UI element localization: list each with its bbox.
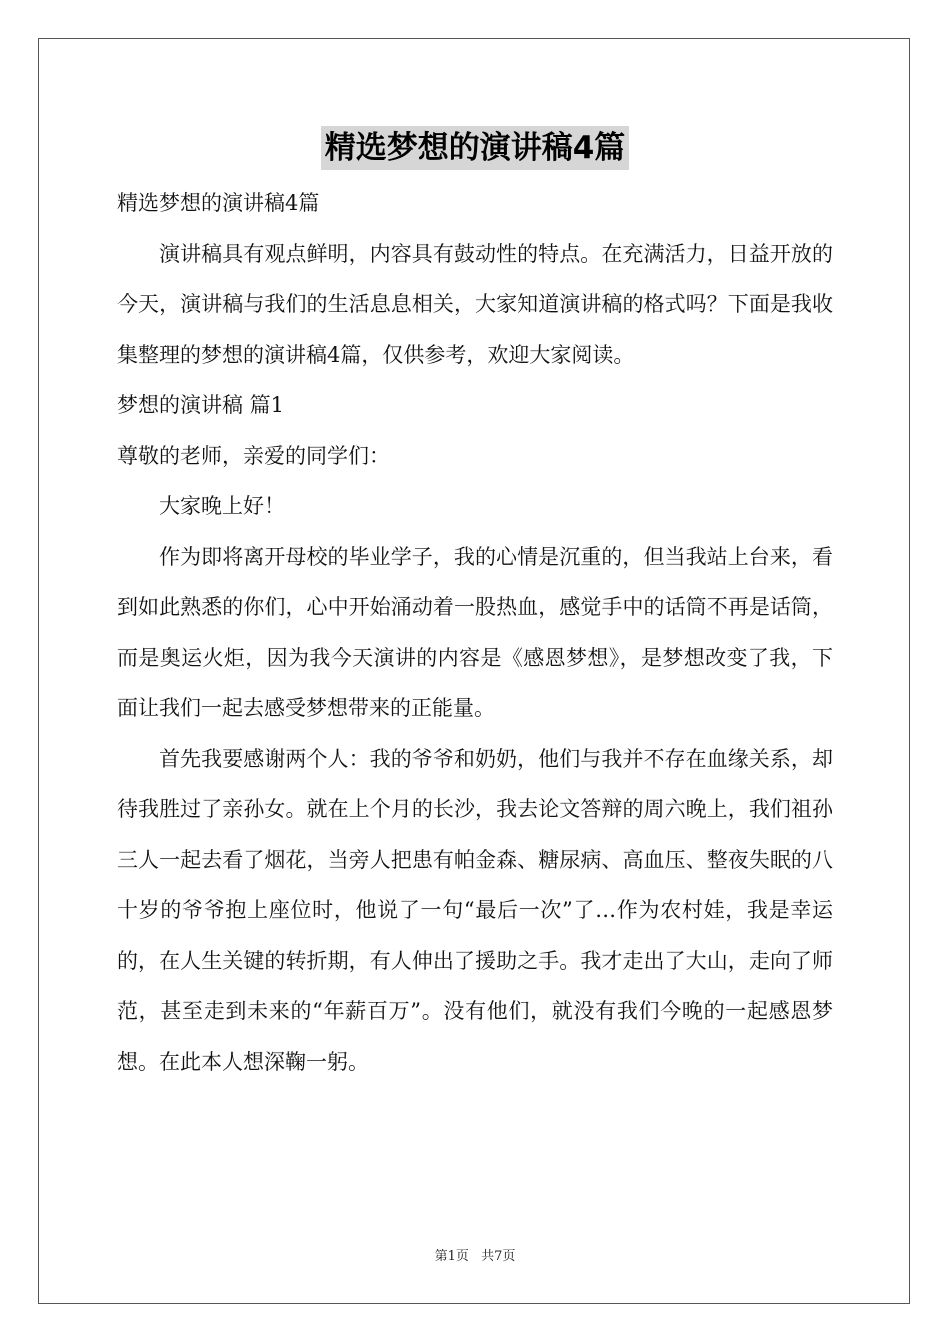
body-paragraph: 作为即将离开母校的毕业学子，我的心情是沉重的，但当我站上台来，看到如此熟悉的你们，心中开始涌动着一股热血，感觉手中的话筒不再是话筒，而是奥运火炬，因为我今天演讲的内容是《感恩梦想》，是梦想改变了我，下面让我们一起去感受梦想带来的正能量。 [117,544,833,720]
intro-paragraph: 演讲稿具有观点鲜明，内容具有鼓动性的特点。在充满活力，日益开放的今天，演讲稿与我们的生活息息相关，大家知道演讲稿的格式吗？下面是我收集整理的梦想的演讲稿4篇，仅供参考，欢迎大家阅读。 [117,241,833,367]
page-total: 共7页 [481,1249,516,1264]
section-heading: 梦想的演讲稿 篇1 [117,393,285,417]
salutation: 尊敬的老师，亲爱的同学们： [117,443,390,468]
title-container [0,126,950,170]
page-number: 第1页 [434,1249,469,1264]
page-footer [0,1248,950,1266]
greeting: 大家晚上好！ [159,494,285,518]
body-paragraph: 首先我要感谢两个人：我的爷爷和奶奶，他们与我并不存在血缘关系，却待我胜过了亲孙女。就在上个月的长沙，我去论文答辩的周六晚上，我们祖孙三人一起去看了烟花，当旁人把患有帕金森、糖尿病、高血压、整夜失眠的八十岁的爷爷抱上座位时，他说了一句“最后一次”了…作为农村娃，我是幸运的，在人生关键的转折期，有人伸出了援助之手。我才走出了大山，走向了师范，甚至走到未来的“年薪百万”。没有他们，就没有我们今晚的一起感恩梦想。在此本人想深鞠一躬。 [117,746,833,1074]
document-body [117,178,833,1087]
document-subtitle: 精选梦想的演讲稿4篇 [117,191,320,215]
document-title: 精选梦想的演讲稿4篇 [321,126,630,170]
